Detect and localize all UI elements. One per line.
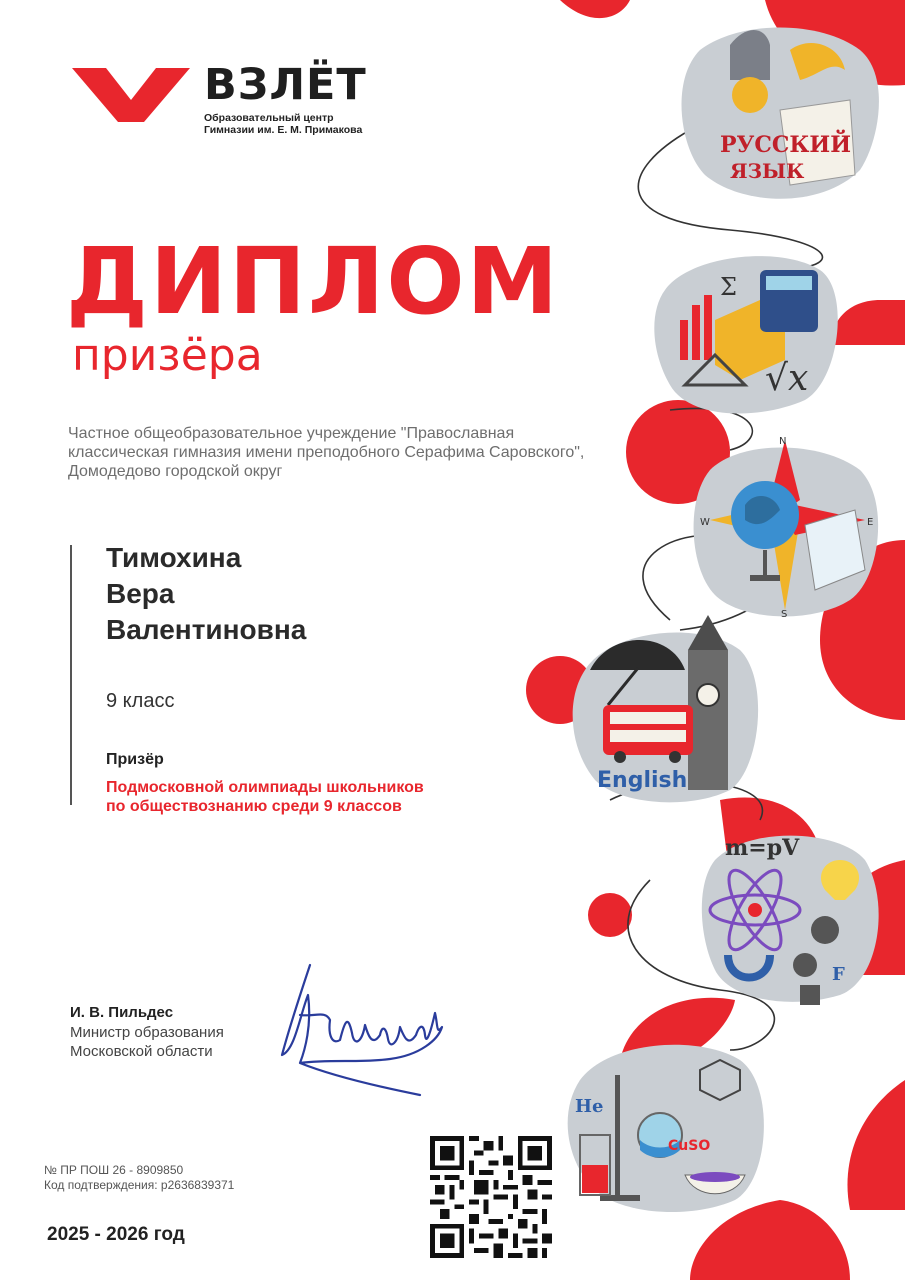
svg-text:N: N: [779, 436, 787, 447]
logo-subtitle-line2: Гимназии им. Е. М. Примакова: [204, 124, 363, 136]
chemistry-icon: [568, 1045, 764, 1212]
svg-text:CuSO: CuSO: [668, 1138, 711, 1154]
signer-role-line2: Московской области: [70, 1043, 213, 1060]
svg-text:Σ: Σ: [720, 273, 737, 301]
svg-text:S: S: [781, 609, 788, 620]
signer-name: И. В. Пильдес: [70, 1004, 174, 1021]
svg-text:√x: √x: [765, 358, 809, 399]
academic-year: 2025 - 2026 год: [47, 1224, 185, 1245]
physics-icon: [702, 835, 879, 1005]
confirmation-code: Код подтверждения: р2636839371: [44, 1178, 235, 1192]
english-icon: [573, 615, 758, 802]
signer-role-line1: Министр образования: [70, 1024, 224, 1041]
award-event-line1: Подмосковной олимпиады школьников: [106, 779, 424, 796]
diploma-title: ДИПЛОМ: [66, 228, 561, 335]
document-number: № ПР ПОШ 26 - 8909850: [44, 1163, 184, 1177]
recipient-divider: [70, 545, 72, 805]
logo-subtitle-line1: Образовательный центр: [204, 112, 334, 124]
svg-text:He: He: [575, 1096, 604, 1117]
logo-title: ВЗЛЁТ: [204, 60, 367, 110]
diploma-subtitle: призёра: [72, 330, 263, 381]
award-status: Призёр: [106, 751, 164, 768]
award-event: [106, 778, 536, 816]
recipient-patronymic: Валентиновна: [106, 614, 307, 645]
geography-icon: [694, 436, 879, 620]
recipient-surname: Тимохина: [106, 542, 242, 573]
recipient-grade: 9 класс: [106, 690, 175, 712]
subject-illustrations-column: [520, 0, 905, 1280]
award-event-line2: по обществознанию среди 9 классов: [106, 798, 402, 815]
svg-text:E: E: [867, 517, 874, 528]
math-icon: [654, 256, 837, 413]
svg-text:W: W: [700, 517, 710, 528]
russian-language-icon: [681, 28, 878, 199]
svg-text:ЯЗЫК: ЯЗЫК: [730, 159, 805, 183]
recipient-name: [106, 540, 306, 648]
vzlet-logo-mark: [72, 66, 190, 122]
institution-name: Частное общеобразовательное учреждение "Православная классическая гимназия имени преподобного Серафима Саровского", Домодедово городской округ: [68, 425, 585, 480]
svg-text:m=pV: m=pV: [725, 835, 800, 861]
svg-text:F: F: [832, 964, 845, 985]
svg-text:РУССКИЙ: РУССКИЙ: [720, 132, 852, 158]
recipient-first-name: Вера: [106, 578, 175, 609]
svg-text:English: English: [597, 768, 688, 793]
handwritten-signature: [270, 955, 460, 1115]
